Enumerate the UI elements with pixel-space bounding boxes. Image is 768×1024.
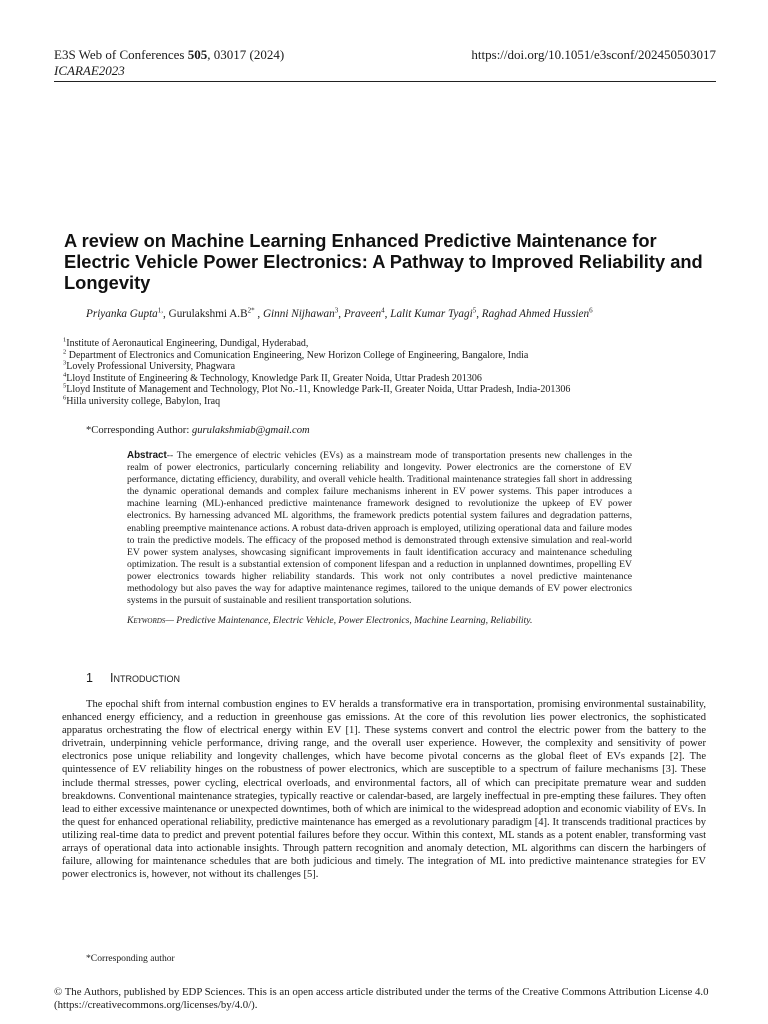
abstract-label: Abstract (127, 450, 167, 461)
affiliation-text: Lloyd Institute of Management and Technology, Plot No.-11, Knowledge Park-II, Greater Noida, Uttar Pradesh, India-201306 (66, 384, 571, 396)
doi-link[interactable]: https://doi.org/10.1051/e3sconf/202450503017 (471, 47, 716, 62)
affiliation-item (63, 338, 633, 350)
author-name: Gurulakshmi A.B (168, 308, 248, 320)
affiliation-number: 4 (63, 371, 67, 379)
affiliation-number: 5 (63, 383, 67, 391)
corresponding-label: *Corresponding Author: (86, 425, 192, 436)
intro-paragraph: The epochal shift from internal combustion engines to EV heralds a transformative era in transportation, promising environmental sustainability, enhanced energy efficiency, and a reduction in greenhouse gas emissions. At the core of this revolution lies power electronics, the sophisticated apparatus orchestrating the flow of electrical energy within EV [1]. These systems convert and control the electric power from the battery to the drivetrain, underpinning vehicle performance, driving range, and the overall user experience. However, the complexity and sensitivity of power electronics pose unique reliability and longevity challenges, which have become pivotal concerns as the global fleet of EVs expands [2]. The quintessence of EV reliability hinges on the robustness of power electronics, which are susceptible to a spectrum of failure mechanisms [3]. These include thermal stresses, power cycling, electrical overloads, and environmental factors, all of which can precipitate premature wear and sudden breakdowns. Conventional maintenance strategies, typically reactive or calendar-based, are largely ineffectual in pre-empting these failures. They often lead to either excessive maintenance or unexpected downtimes, both of which are inimical to the widespread adoption and economic viability of EVs. In the quest for enhanced operational reliability, predictive maintenance has emerged as a revolutionary paradigm [4]. It transcends traditional practices by utilizing real-time data to predict and prevent potential failures before they occur. Within this context, ML stands as a potent enabler, transforming vast arrays of operational data into actionable insights. Through pattern recognition and anomaly detection, ML algorithms can discern the harbingers of failure, allowing for maintenance schedules that are both judicious and timely. The integration of ML into predictive maintenance strategies for EV power electronics is, however, not without its challenges [5]. (62, 699, 706, 881)
section-title-rest: ntroduction (113, 671, 180, 685)
affiliation-number: 3 (63, 359, 67, 367)
license-footer: © The Authors, published by EDP Sciences. This is an open access article distributed under the terms of the Creative Commons Attribution License 4.0 (https://creativecommons.org/licenses/by/4.0/). (54, 986, 709, 1011)
footnote: *Corresponding author (86, 953, 175, 964)
affiliation-number: 1 (63, 336, 67, 344)
header-divider (54, 81, 716, 82)
author-name: Praveen (343, 308, 382, 320)
corresponding-email[interactable]: gurulakshmiab@gmail.com (191, 425, 310, 436)
author-list (86, 307, 726, 321)
affiliation-text: Hilla university college, Babylon, Iraq (66, 395, 221, 407)
author-affiliation-marker: 5 (472, 306, 477, 315)
affiliation-item (63, 361, 633, 373)
journal-citation (54, 47, 284, 63)
author-affiliation-marker: 6 (589, 306, 593, 315)
author-affiliation-marker: 1, (157, 306, 164, 315)
journal-volume: 505 (187, 47, 208, 62)
affiliation-item (63, 350, 633, 362)
affiliation-number: 2 (63, 348, 67, 356)
affiliation-number: 6 (63, 394, 67, 402)
author-name: Raghad Ahmed Hussien (481, 308, 590, 320)
keywords-text: — Predictive Maintenance, Electric Vehicle, Power Electronics, Machine Learning, Reliability. (165, 615, 533, 626)
abstract (127, 450, 632, 607)
affiliation-item (63, 384, 633, 396)
author-separator: , (163, 308, 169, 320)
author-name: Priyanka Gupta (86, 308, 158, 320)
section-heading (86, 670, 180, 686)
author-name: Ginni Nijhawan (262, 308, 335, 320)
keywords-label: Keywords (127, 615, 166, 626)
conference-name: ICARAE2023 (54, 63, 125, 78)
author-affiliation-marker: 4 (381, 306, 385, 315)
journal-name: E3S Web of Conferences (54, 47, 188, 62)
affiliation-item (63, 396, 633, 408)
section-number: 1 (86, 671, 93, 685)
author-separator: , (338, 308, 344, 320)
corresponding-author (86, 424, 310, 437)
paper-title: A review on Machine Learning Enhanced Predictive Maintenance for Electric Vehicle Power Electronics: A Pathway to Improved Reliability and Longevity (64, 230, 703, 293)
article-info: , 03017 (2024) (207, 47, 285, 62)
affiliation-text: Lovely Professional University, Phagwara (66, 361, 236, 373)
keywords (127, 615, 632, 627)
author-name: Lalit Kumar Tyagi (390, 308, 473, 320)
affiliation-text: Institute of Aeronautical Engineering, Dundigal, Hyderabad, (66, 338, 309, 349)
abstract-text: -- The emergence of electric vehicles (EVs) as a mainstream mode of transportation presents new challenges in the realm of power electronics, particularly concerning reliability and longevity. Power electronics are the cornerstone of EV performance, dictating efficiency, durability, and overall vehicle health. Traditional maintenance strategies fall short in addressing the dynamic operational demands and complex failure mechanisms inherent in EV power systems. This paper introduces a machine learning (ML)-enhanced predictive maintenance framework designed to revolutionize the upkeep of EV power electronics. By harnessing advanced ML algorithms, the framework predicts potential system failures and degradation patterns, enabling preemptive maintenance actions. A robust data-driven approach is employed, utilizing operational data and failure modes to train the predictive models. The efficacy of the proposed method is demonstrated through extensive simulation and real-world EV power system analyses, showcasing significant improvements in fault identification accuracy and maintenance scheduling optimization. The result is a substantial extension of component lifespan and a reduction in unplanned downtimes, propelling EV power electronics towards higher reliability standards. This work not only contributes a novel predictive maintenance methodology but also paves the way for adaptive maintenance regimes, tailored to the unique demands of EV power electronics systems in the pursuit of sustainable and resilient transportation solutions. (127, 450, 632, 607)
author-separator: , (476, 308, 482, 320)
section-initial: I (110, 671, 114, 685)
affiliation-list (63, 338, 633, 408)
author-affiliation-marker: 2* (247, 306, 255, 315)
affiliation-text: Lloyd Institute of Engineering & Technology, Knowledge Park II, Greater Noida, Uttar Pradesh 201306 (66, 372, 482, 384)
author-separator: , (384, 308, 391, 320)
affiliation-text: Department of Electronics and Comunication Engineering, New Horizon College of Engineering, Bangalore, India (66, 349, 529, 361)
author-affiliation-marker: 3 (334, 306, 339, 315)
author-separator: , (254, 308, 263, 320)
affiliation-item (63, 373, 633, 385)
